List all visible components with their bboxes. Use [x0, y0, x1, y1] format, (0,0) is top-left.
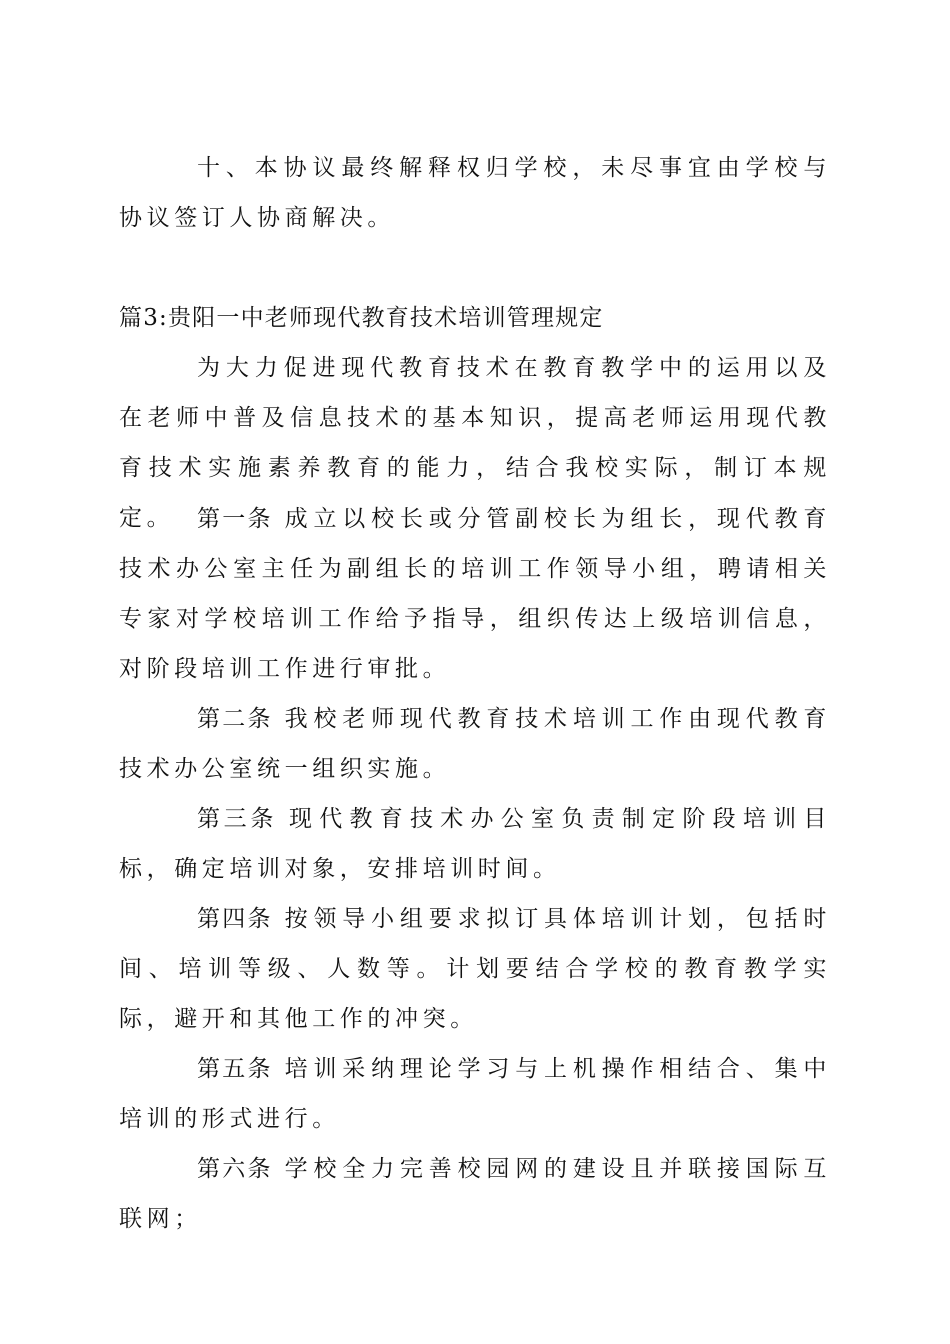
article-6: [119, 1144, 831, 1244]
article-3-number: 第三条: [197, 806, 277, 832]
clause-ten: [119, 143, 831, 243]
article-2-number: 第二条: [197, 706, 273, 732]
article-4: [119, 894, 831, 1044]
article-5: [119, 1044, 831, 1144]
article-6-text: 学校全力完善校园网的建设且并联接国际互联网；: [119, 1156, 831, 1232]
article-5-text: 培训采纳理论学习与上机操作相结合、集中培训的形式进行。: [119, 1056, 831, 1132]
article-1-text: 成立以校长或分管副校长为组长，现代教育技术办公室主任为副组长的培训工作领导小组，聘请相关专家对学校培训工作给予指导，组织传达上级培训信息，对阶段培训工作进行审批。: [119, 506, 831, 682]
article-1: [119, 494, 831, 694]
article-1-number: 第一条: [197, 506, 273, 532]
intro-text: 为大力促进现代教育技术在教育教学中的运用以及在老师中普及信息技术的基本知识，提高老师运用现代教育技术实施素养教育的能力，结合我校实际，制订本规定。: [119, 355, 831, 531]
article-3: [119, 794, 831, 894]
article-4-number: 第四条: [197, 906, 273, 932]
clause-ten-text: 十、本协议最终解释权归学校，未尽事宜由学校与协议签订人协商解决。: [119, 155, 831, 231]
section-heading: 篇3:贵阳一中老师现代教育技术培训管理规定: [119, 305, 604, 331]
article-2-text: 我校老师现代教育技术培训工作由现代教育技术办公室统一组织实施。: [119, 706, 831, 782]
article-3-text: 现代教育技术办公室负责制定阶段培训目标，确定培训对象，安排培训时间。: [119, 806, 831, 882]
article-6-number: 第六条: [197, 1156, 273, 1182]
article-4-text: 按领导小组要求拟订具体培训计划，包括时间、培训等级、人数等。计划要结合学校的教育教学实际，避开和其他工作的冲突。: [119, 906, 831, 1032]
article-2: [119, 694, 831, 794]
article-5-number: 第五条: [197, 1056, 273, 1082]
